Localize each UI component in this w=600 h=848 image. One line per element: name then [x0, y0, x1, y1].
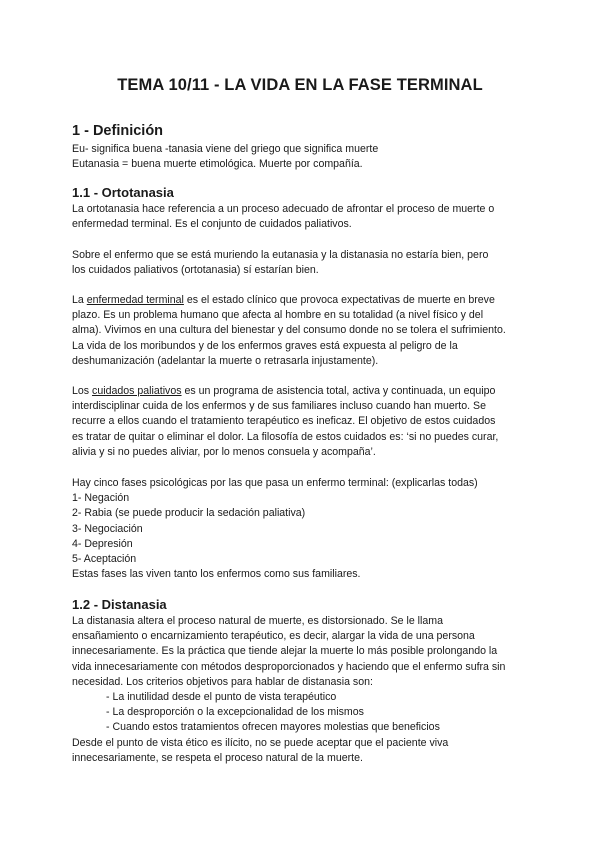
text-fragment: es un programa de asistencia total, activa y continuada, un equipo — [181, 385, 496, 397]
text-fragment: es el estado clínico que provoca expectativas de muerte en breve — [183, 294, 495, 306]
text-line: deshumanización (adelantar la muerte o retrasarla injustamente). — [72, 354, 379, 367]
text-line: ensañamiento o encarnizamiento terapéutico, es decir, alargar la vida de una persona — [72, 630, 475, 643]
distanasia-paragraph — [72, 614, 534, 766]
phase-item: 2- Rabia (se puede producir la sedación paliativa) — [72, 507, 306, 520]
phase-item: 1- Negación — [72, 492, 130, 505]
text-line: Sobre el enfermo que se está muriendo la eutanasia y la distanasia no estaría bien, pero — [72, 249, 489, 261]
ortotanasia-paragraph-2 — [72, 248, 534, 278]
text-line: es tratar de quitar o eliminar el dolor. La filosofía de estos cuidados es: ‘si no puedes curar, — [72, 430, 499, 443]
text-line: La ortotanasia hace referencia a un proceso adecuado de afrontar el proceso de muerte o — [72, 203, 495, 215]
text-line: alma). Vivimos en una cultura del bienestar y del consumo donde no se tolera el sufrimiento. — [72, 324, 506, 337]
definition-line: Eu- significa buena -tanasia viene del griego que significa muerte — [72, 143, 379, 155]
text-line: vida innecesariamente con métodos desproporcionados y haciendo que el enfermo sufra sin — [72, 660, 506, 673]
phase-item: 4- Depresión — [72, 537, 133, 550]
section-heading-distanasia — [72, 597, 167, 612]
text-line: enfermedad terminal. Es el conjunto de cuidados paliativos. — [72, 218, 352, 231]
text-line: innecesariamente, se respeta el proceso natural de la muerte. — [72, 751, 363, 764]
text-line: innecesariamente. Es la práctica que tiende alejar la muerte lo más posible prolongando la — [72, 645, 498, 658]
text-line: Hay cinco fases psicológicas por las que pasa un enfermo terminal: (explicarlas todas) — [72, 477, 478, 489]
criteria-item: - La desproporción o la excepcionalidad de los mismos — [106, 706, 364, 719]
criteria-item: - La inutilidad desde el punto de vista terapéutico — [106, 691, 337, 704]
section-heading-ortotanasia — [72, 185, 174, 200]
phase-item: 3- Negociación — [72, 522, 143, 535]
text-line — [72, 293, 534, 308]
cuidados-paliativos-paragraph — [72, 384, 534, 460]
fases-block — [72, 476, 534, 582]
text-fragment: Los — [72, 385, 93, 397]
text-line: La vida de los moribundos y de los enfermos graves está expuesta al peligro de la — [72, 339, 458, 352]
section-title: - Distanasia — [90, 597, 167, 612]
definition-line: Eutanasia = buena muerte etimológica. Muerte por compañía. — [72, 158, 363, 171]
text-line: La distanasia altera el proceso natural de muerte, es distorsionado. Se le llama — [72, 615, 443, 627]
ortotanasia-paragraph-1 — [72, 202, 534, 232]
section-title: - Ortotanasia — [90, 185, 174, 200]
page-title: TEMA 10/11 - LA VIDA EN LA FASE TERMINAL — [117, 76, 483, 94]
text-line: alivia y si no puedes aliviar, por lo menos consuela y acompaña’. — [72, 445, 376, 458]
section-number: 1.1 — [72, 185, 91, 200]
phase-item: 5- Aceptación — [72, 553, 137, 566]
definition-block — [72, 142, 534, 172]
underlined-term: cuidados paliativos — [92, 385, 182, 397]
underlined-term: enfermedad terminal — [86, 294, 184, 306]
text-line: interdisciplinar cuida de los enfermos y de sus familiares incluso cuando han muerto. Se — [72, 400, 486, 413]
section-number: 1.2 — [72, 597, 91, 612]
text-line: los cuidados paliativos (ortotanasia) sí estarían bien. — [72, 264, 319, 277]
text-line: recurre a ellos cuando el tratamiento terapéutico es ineficaz. El objetivo de estos cuidados — [72, 415, 496, 428]
enfermedad-terminal-paragraph — [72, 293, 534, 369]
text-line: necesidad. Los criterios objetivos para hablar de distanasia son: — [72, 675, 373, 688]
text-line — [72, 384, 534, 399]
criteria-item: - Cuando estos tratamientos ofrecen mayores molestias que beneficios — [106, 721, 440, 734]
text-fragment: La — [72, 294, 87, 306]
text-line: Estas fases las viven tanto los enfermos como sus familiares. — [72, 568, 361, 581]
section-heading-definicion: 1 - Definición — [72, 123, 164, 139]
text-line: Desde el punto de vista ético es ilícito, no se puede aceptar que el paciente viva — [72, 736, 449, 749]
text-line: plazo. Es un problema humano que afecta al hombre en su totalidad (a nivel físico y del — [72, 309, 484, 322]
